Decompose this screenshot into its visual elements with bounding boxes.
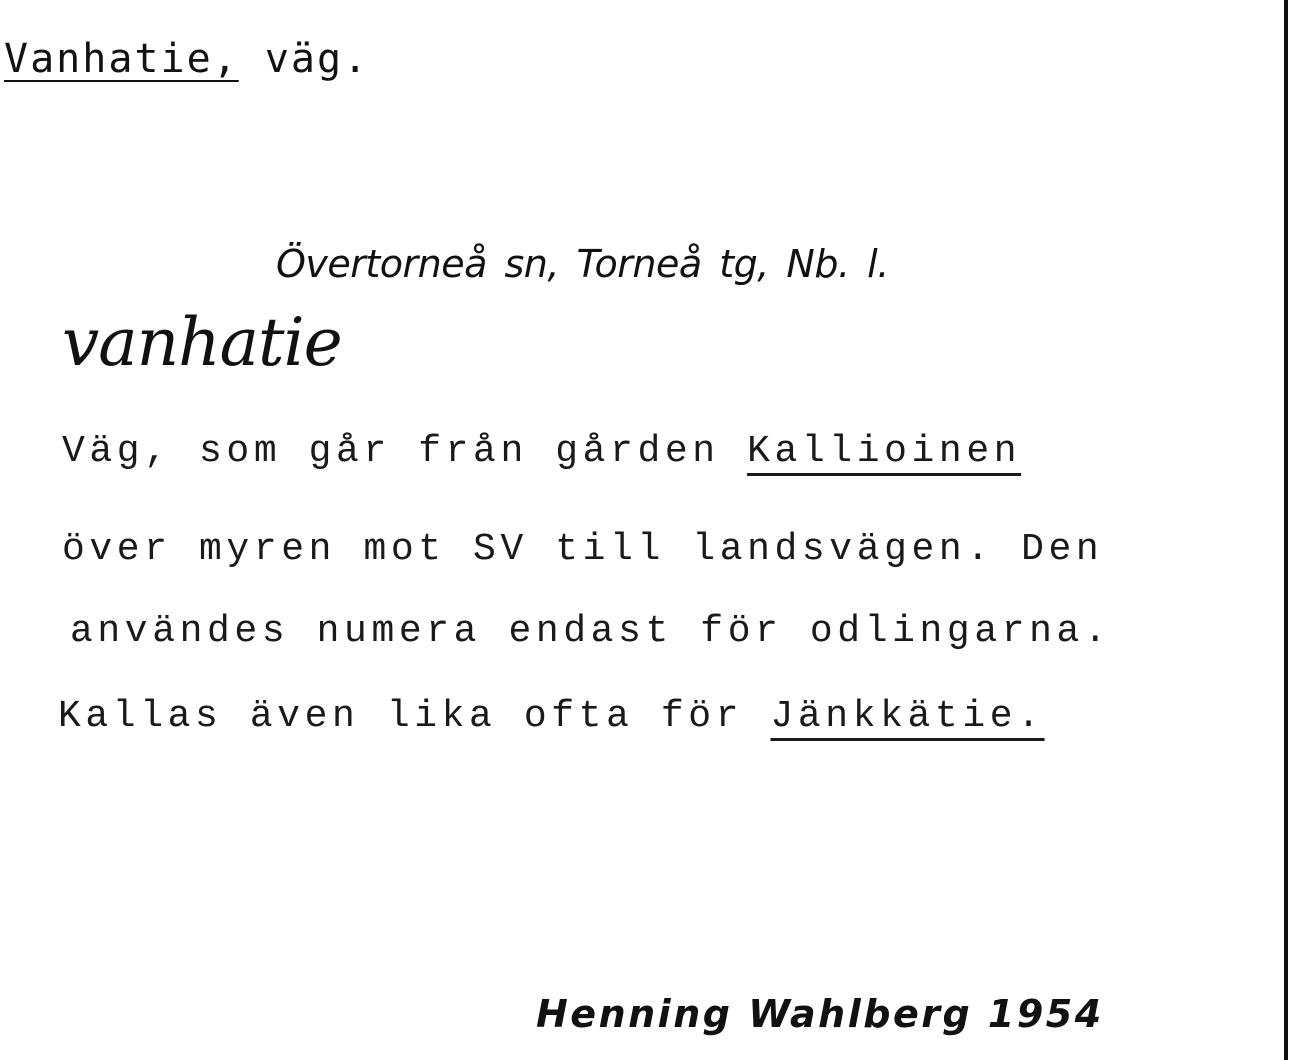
description-place-kallioinen: Kallioinen	[747, 430, 1022, 473]
description-place-jankkatie: Jänkkätie.	[770, 695, 1045, 738]
card-heading	[4, 36, 369, 82]
heading-place-name: Vanhatie,	[4, 36, 239, 82]
description-line-1	[62, 430, 1021, 473]
description-line-4-text: Kallas även lika ofta för	[58, 695, 771, 738]
description-line-2: över myren mot SV till landsvägen. Den	[62, 528, 1104, 571]
signature: Henning Wahlberg 1954	[536, 992, 1104, 1036]
parish-line: Övertorneå sn, Torneå tg, Nb. l.	[276, 242, 889, 286]
description-line-4	[58, 695, 1045, 738]
handwritten-form: vanhatie	[62, 304, 342, 381]
card-right-border	[1284, 0, 1288, 1060]
description-line-3: användes numera endast för odlingarna.	[70, 610, 1112, 653]
heading-place-type: väg.	[264, 36, 370, 82]
description-line-1-text: Väg, som går från gården	[62, 430, 748, 473]
